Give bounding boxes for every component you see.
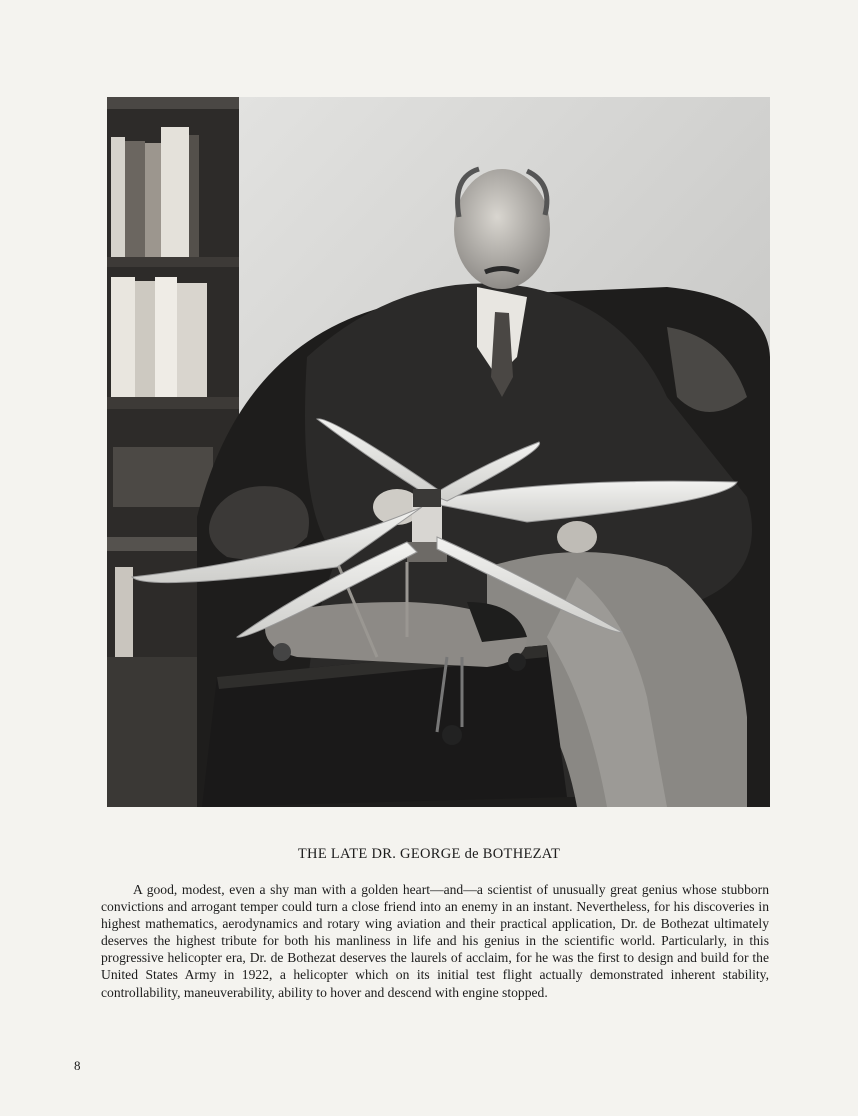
caption-body: A good, modest, even a shy man with a golden heart—and—a scientist of unusually great genius whose stubborn convictions and arrogant temper could turn a close friend into an enemy in an instant. Nevertheless, for his discoveries in highest mathematics, aerodynamics and rotary wing aviation and their practical application, Dr. de Bothezat ultimately deserves the highest tribute for both his manliness in life and his genius in the scientific world. Particularly, in this progressive helicopter era, Dr. de Bothezat deserves the laurels of acclaim, for he was the first to design and build for the United States Army in 1922, a helicopter which on its initial test flight actually demonstrated inherent stability, controllability, maneuverability, ability to hover and descend with engine stopped. [101, 882, 769, 1000]
photograph-icon [107, 97, 770, 807]
page-number: 8 [74, 1058, 81, 1073]
caption-title: THE LATE DR. GEORGE de BOTHEZAT [297, 846, 561, 862]
portrait-photograph [107, 97, 770, 807]
